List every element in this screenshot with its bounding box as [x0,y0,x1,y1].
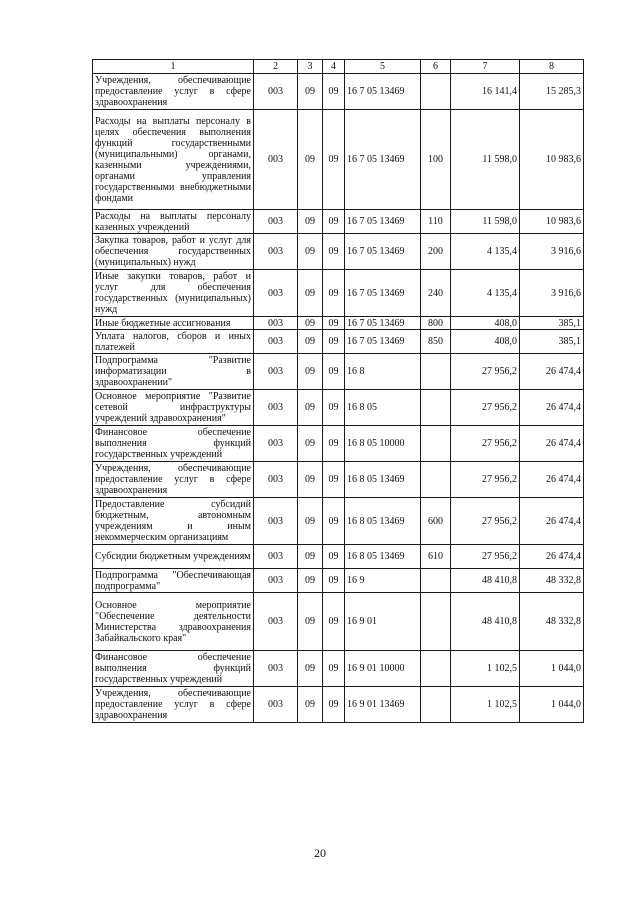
cell-target-article: 16 8 05 10000 [345,426,421,462]
cell-amount-col7: 408,0 [451,317,520,330]
cell-subsection: 09 [323,651,345,687]
cell-target-article: 16 8 05 [345,390,421,426]
cell-expense-type: 110 [421,210,451,234]
cell-ministry-code: 003 [254,390,298,426]
cell-subsection: 09 [323,354,345,390]
cell-target-article: 16 7 05 13469 [345,210,421,234]
cell-amount-col7: 27 956,2 [451,354,520,390]
table-row [93,210,584,234]
cell-expense-type [421,354,451,390]
row-name: Подпрограмма "Развитие информатизации в здравоохранении" [93,354,254,390]
cell-ministry-code: 003 [254,74,298,110]
cell-section: 09 [298,317,323,330]
cell-amount-col7: 11 598,0 [451,210,520,234]
row-name: Основное мероприятие "Развитие сетевой инфраструктуры учреждений здравоохранения" [93,390,254,426]
cell-subsection: 09 [323,317,345,330]
cell-ministry-code: 003 [254,569,298,593]
table-row [93,270,584,317]
column-header: 7 [451,60,520,74]
row-name: Субсидии бюджетным учреждениям [93,545,254,569]
cell-ministry-code: 003 [254,593,298,651]
cell-section: 09 [298,687,323,723]
table-row [93,330,584,354]
cell-target-article: 16 7 05 13469 [345,110,421,210]
column-header: 5 [345,60,421,74]
row-name: Предоставление субсидий бюджетным, автономным учреждениям и иным некоммерческим организациям [93,498,254,545]
cell-ministry-code: 003 [254,426,298,462]
budget-table [92,59,584,723]
cell-subsection: 09 [323,390,345,426]
cell-amount-col8: 48 332,8 [520,593,584,651]
cell-ministry-code: 003 [254,330,298,354]
table-header-row [93,60,584,74]
column-header: 4 [323,60,345,74]
cell-amount-col7: 4 135,4 [451,270,520,317]
cell-expense-type: 800 [421,317,451,330]
cell-amount-col8: 26 474,4 [520,354,584,390]
cell-section: 09 [298,498,323,545]
cell-subsection: 09 [323,545,345,569]
cell-expense-type: 600 [421,498,451,545]
cell-subsection: 09 [323,110,345,210]
cell-subsection: 09 [323,330,345,354]
cell-ministry-code: 003 [254,270,298,317]
cell-target-article: 16 9 01 10000 [345,651,421,687]
row-name: Иные закупки товаров, работ и услуг для обеспечения государственных (муниципальных) нужд [93,270,254,317]
cell-target-article: 16 8 [345,354,421,390]
table-row [93,317,584,330]
table-row [93,234,584,270]
table-row [93,426,584,462]
row-name: Учреждения, обеспечивающие предоставление услуг в сфере здравоохранения [93,74,254,110]
cell-section: 09 [298,330,323,354]
cell-section: 09 [298,270,323,317]
cell-ministry-code: 003 [254,317,298,330]
cell-expense-type [421,390,451,426]
cell-amount-col8: 3 916,6 [520,270,584,317]
cell-target-article: 16 8 05 13469 [345,498,421,545]
cell-subsection: 09 [323,593,345,651]
cell-ministry-code: 003 [254,462,298,498]
cell-expense-type: 200 [421,234,451,270]
cell-amount-col8: 1 044,0 [520,687,584,723]
cell-ministry-code: 003 [254,498,298,545]
cell-amount-col7: 27 956,2 [451,462,520,498]
cell-expense-type: 240 [421,270,451,317]
cell-expense-type: 100 [421,110,451,210]
cell-target-article: 16 9 01 13469 [345,687,421,723]
cell-expense-type [421,593,451,651]
cell-ministry-code: 003 [254,234,298,270]
cell-amount-col8: 15 285,3 [520,74,584,110]
cell-section: 09 [298,110,323,210]
table-row [93,651,584,687]
cell-expense-type [421,462,451,498]
row-name: Финансовое обеспечение выполнения функций государственных учреждений [93,426,254,462]
cell-subsection: 09 [323,462,345,498]
cell-ministry-code: 003 [254,210,298,234]
table-row [93,390,584,426]
cell-amount-col8: 26 474,4 [520,498,584,545]
cell-target-article: 16 7 05 13469 [345,330,421,354]
cell-subsection: 09 [323,498,345,545]
cell-expense-type: 850 [421,330,451,354]
table-row [93,462,584,498]
cell-ministry-code: 003 [254,687,298,723]
cell-section: 09 [298,234,323,270]
cell-amount-col7: 48 410,8 [451,569,520,593]
cell-target-article: 16 7 05 13469 [345,317,421,330]
row-name: Расходы на выплаты персоналу казенных учреждений [93,210,254,234]
cell-target-article: 16 7 05 13469 [345,234,421,270]
cell-subsection: 09 [323,270,345,317]
cell-section: 09 [298,545,323,569]
page-number: 20 [314,846,326,860]
cell-subsection: 09 [323,74,345,110]
table-row [93,74,584,110]
cell-amount-col8: 26 474,4 [520,426,584,462]
cell-ministry-code: 003 [254,545,298,569]
cell-amount-col8: 26 474,4 [520,390,584,426]
row-name: Основное мероприятие "Обеспечение деятельности Министерства здравоохранения Забайкальского края" [93,593,254,651]
cell-target-article: 16 8 05 13469 [345,462,421,498]
cell-amount-col8: 1 044,0 [520,651,584,687]
cell-section: 09 [298,354,323,390]
cell-ministry-code: 003 [254,110,298,210]
cell-section: 09 [298,426,323,462]
column-header: 2 [254,60,298,74]
cell-section: 09 [298,569,323,593]
cell-subsection: 09 [323,426,345,462]
cell-ministry-code: 003 [254,354,298,390]
table-row [93,569,584,593]
cell-target-article: 16 9 [345,569,421,593]
column-header: 3 [298,60,323,74]
cell-amount-col7: 408,0 [451,330,520,354]
table-row [93,354,584,390]
table-row [93,110,584,210]
row-name: Расходы на выплаты персоналу в целях обеспечения выполнения функций государственными (муниципальными) органами, казенными учреждениями, органами управления государственными внебюджетными фондами [93,110,254,210]
cell-amount-col8: 26 474,4 [520,462,584,498]
cell-amount-col8: 26 474,4 [520,545,584,569]
row-name: Финансовое обеспечение выполнения функций государственных учреждений [93,651,254,687]
cell-section: 09 [298,210,323,234]
cell-amount-col7: 1 102,5 [451,651,520,687]
column-header: 8 [520,60,584,74]
cell-ministry-code: 003 [254,651,298,687]
cell-amount-col7: 27 956,2 [451,426,520,462]
cell-amount-col8: 10 983,6 [520,210,584,234]
cell-subsection: 09 [323,687,345,723]
cell-expense-type [421,651,451,687]
row-name: Подпрограмма "Обеспечивающая подпрограмма" [93,569,254,593]
cell-amount-col7: 27 956,2 [451,498,520,545]
cell-target-article: 16 7 05 13469 [345,270,421,317]
cell-amount-col7: 27 956,2 [451,545,520,569]
cell-section: 09 [298,651,323,687]
cell-amount-col8: 48 332,8 [520,569,584,593]
cell-amount-col8: 385,1 [520,317,584,330]
cell-subsection: 09 [323,210,345,234]
cell-expense-type: 610 [421,545,451,569]
row-name: Учреждения, обеспечивающие предоставление услуг в сфере здравоохранения [93,687,254,723]
cell-section: 09 [298,462,323,498]
column-header: 1 [93,60,254,74]
cell-target-article: 16 9 01 [345,593,421,651]
row-name: Учреждения, обеспечивающие предоставление услуг в сфере здравоохранения [93,462,254,498]
cell-expense-type [421,426,451,462]
table-row [93,593,584,651]
cell-subsection: 09 [323,569,345,593]
table-row [93,687,584,723]
column-header: 6 [421,60,451,74]
row-name: Иные бюджетные ассигнования [93,317,254,330]
cell-section: 09 [298,593,323,651]
cell-expense-type [421,687,451,723]
cell-expense-type [421,569,451,593]
cell-amount-col7: 11 598,0 [451,110,520,210]
cell-amount-col8: 10 983,6 [520,110,584,210]
cell-amount-col7: 16 141,4 [451,74,520,110]
cell-amount-col7: 48 410,8 [451,593,520,651]
cell-amount-col7: 27 956,2 [451,390,520,426]
cell-expense-type [421,74,451,110]
cell-subsection: 09 [323,234,345,270]
row-name: Закупка товаров, работ и услуг для обеспечения государственных (муниципальных) нужд [93,234,254,270]
cell-section: 09 [298,390,323,426]
cell-amount-col7: 4 135,4 [451,234,520,270]
cell-amount-col8: 385,1 [520,330,584,354]
table-row [93,498,584,545]
row-name: Уплата налогов, сборов и иных платежей [93,330,254,354]
cell-section: 09 [298,74,323,110]
cell-amount-col8: 3 916,6 [520,234,584,270]
table-row [93,545,584,569]
cell-target-article: 16 8 05 13469 [345,545,421,569]
cell-amount-col7: 1 102,5 [451,687,520,723]
cell-target-article: 16 7 05 13469 [345,74,421,110]
